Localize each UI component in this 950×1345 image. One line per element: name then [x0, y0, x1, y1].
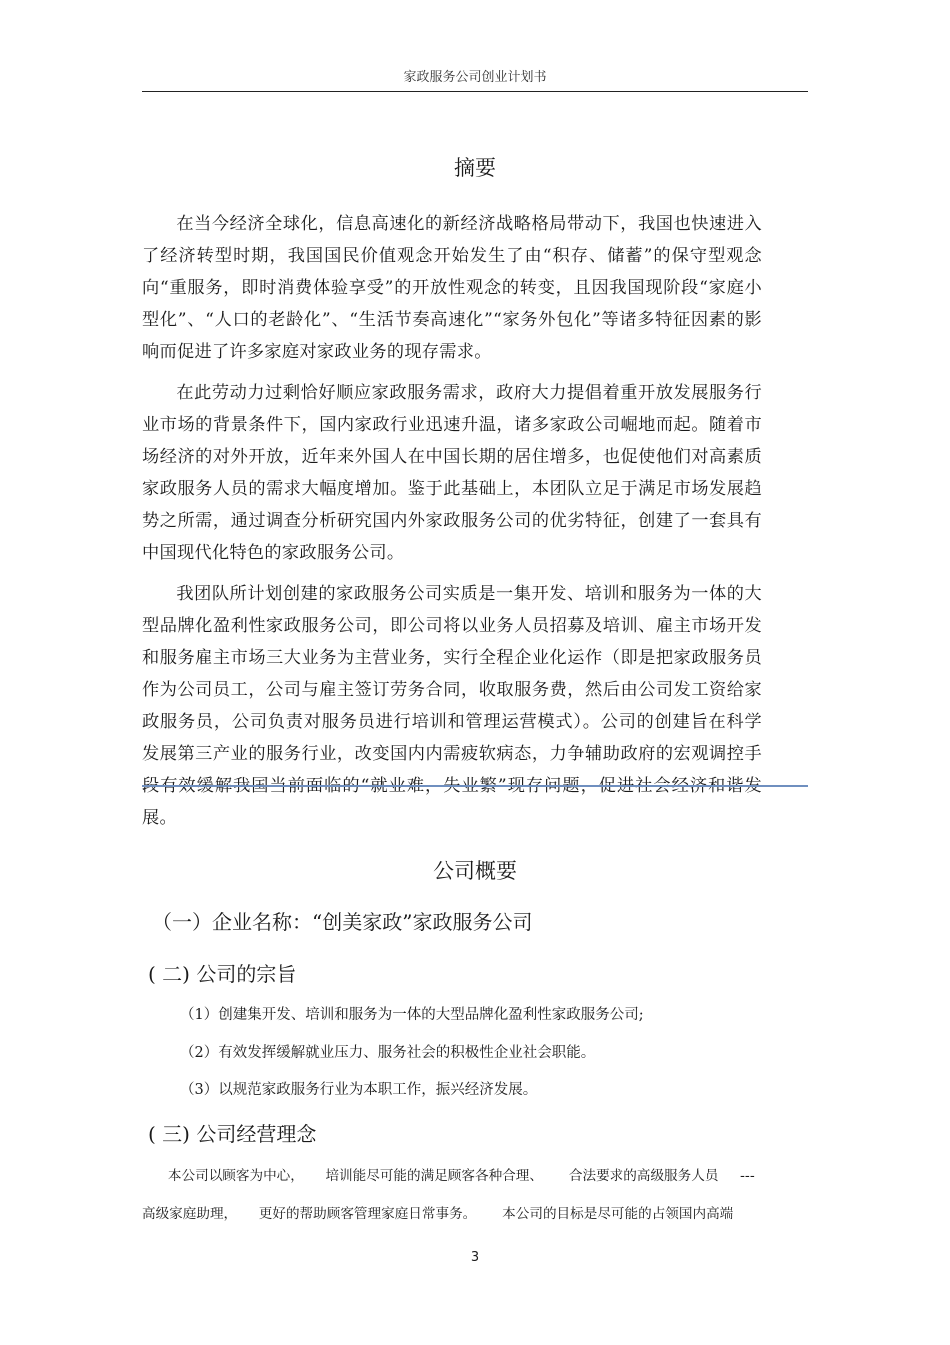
abstract-body	[142, 208, 762, 843]
abstract-paragraph: 在当今经济全球化，信息高速化的新经济战略格局带动下，我国也快速进入了经济转型时期，我国国民价值观念开始发生了由“积存、储蓄”的保守型观念向“重服务，即时消费体验享受”的开放性观念的转变，且因我国现阶段“家庭小型化”、“人口的老龄化”、“生活节奏高速化”“家务外包化”等诸多特征因素的影响而促进了许多家庭对家政业务的现存需求。	[142, 214, 762, 362]
header-rule	[142, 91, 808, 92]
tenet-heading: ( 二) 公司的宗旨	[148, 962, 297, 986]
philosophy-line: 本公司以顾客为中心， 培训能尽可能的满足顾客各种合理、 合法要求的高级服务人员 ---	[142, 1168, 755, 1184]
overview-title: 公司概要	[433, 859, 517, 883]
running-header: 家政服务公司创业计划书	[403, 70, 547, 85]
abstract-title: 摘要	[454, 156, 496, 180]
philosophy-line: 高级家庭助理， 更好的帮助顾客管理家庭日常事务。 本公司的目标是尽可能的占领国内高端	[142, 1206, 734, 1222]
tenet-item: （3）以规范家政服务行业为本职工作，振兴经济发展。	[180, 1082, 538, 1098]
tenet-item: （2）有效发挥缓解就业压力、服务社会的积极性企业社会职能。	[180, 1045, 596, 1061]
section-divider	[142, 785, 808, 787]
abstract-paragraph: 我团队所计划创建的家政服务公司实质是一集开发、培训和服务为一体的大型品牌化盈利性家政服务公司，即公司将以业务人员招募及培训、雇主市场开发和服务雇主市场三大业务为主营业务，实行全程企业化运作（即是把家政服务员作为公司员工，公司与雇主签订劳务合同，收取服务费，然后由公司发工资给家政服务员，公司负责对服务员进行培训和管理运营模式）。公司的创建旨在科学发展第三产业的服务行业，改变国内内需疲软病态，力争辅助政府的宏观调控手段有效缓解我国当前面临的“就业难，失业繁”现存问题，促进社会经济和谐发展。	[142, 584, 762, 828]
philosophy-heading: ( 三) 公司经营理念	[148, 1122, 317, 1146]
page-number: 3	[470, 1250, 480, 1265]
tenet-item: （1）创建集开发、培训和服务为一体的大型品牌化盈利性家政服务公司;	[180, 1007, 644, 1023]
company-name-heading: （一）企业名称：“创美家政”家政服务公司	[152, 910, 533, 934]
abstract-paragraph: 在此劳动力过剩恰好顺应家政服务需求，政府大力提倡着重开放发展服务行业市场的背景条件下，国内家政行业迅速升温，诸多家政公司崛地而起。随着市场经济的对外开放，近年来外国人在中国长期的居住增多，也促使他们对高素质家政服务人员的需求大幅度增加。鉴于此基础上，本团队立足于满足市场发展趋势之所需，通过调查分析研究国内外家政服务公司的优劣特征，创建了一套具有中国现代化特色的家政服务公司。	[142, 383, 762, 563]
